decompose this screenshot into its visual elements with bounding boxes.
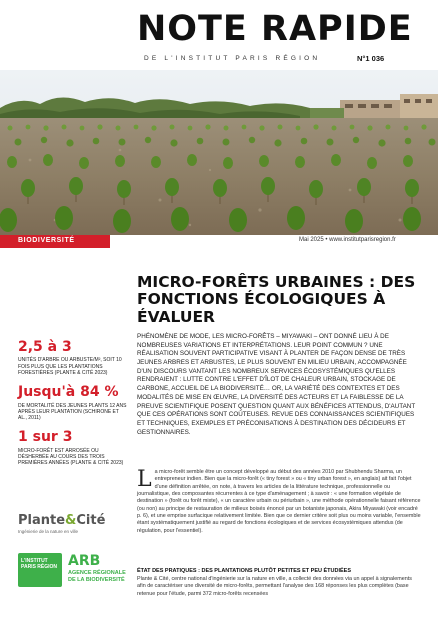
plante-cite-tagline: Ingénierie de la nature en ville bbox=[18, 529, 79, 534]
key-figure bbox=[18, 430, 128, 466]
article-headline: MICRO-FORÊTS URBAINES : DES FONCTIONS ÉCOLOGIQUES À ÉVALUER bbox=[137, 273, 416, 326]
key-figure bbox=[18, 385, 128, 421]
category-band bbox=[0, 235, 438, 248]
publication-subtitle: DE L'INSTITUT PARIS RÉGION bbox=[144, 55, 321, 62]
date-and-website: Mai 2025 • www.institutparisregion.fr bbox=[299, 237, 396, 243]
key-figure-description: MICRO-FORÊT EST ARROSÉE OU DÉSHERBÉE AU COURS DES TROIS PREMIÈRES ANNÉES (PLANTE & CITÉ 2023) bbox=[18, 447, 124, 467]
institut-paris-region-badge bbox=[18, 553, 62, 587]
issue-number: N°1 036 bbox=[357, 54, 385, 63]
article-body bbox=[137, 469, 422, 535]
key-figure bbox=[18, 340, 128, 376]
publication-title: NOTE RAPIDE bbox=[137, 9, 413, 49]
category-tag bbox=[0, 235, 110, 248]
plante-cite-wordmark bbox=[18, 513, 138, 528]
arb-full-name bbox=[68, 570, 126, 583]
cover-photo bbox=[0, 70, 438, 235]
key-figure-value: 2,5 à 3 bbox=[18, 339, 72, 355]
drop-cap: L bbox=[137, 467, 152, 492]
key-figure-value: Jusqu'à 84 % bbox=[18, 384, 119, 401]
article-body-text: a micro-forêt semble être un concept développé au début des années 2010 par Shubhendu Sharma, un entrepreneur indien. Bien que la micro-forêt (« tiny forest » ou « tiny urban forest », en anglais) ait fait l'objet d'une définition arrêtée, on note, à travers les articles de la littérature technique, professionnelle ou journalistique, des composantes récurrentes à ce type d'aménagement ; à savoir : « une formation végétale de destination » (forêt ou forêt mixte), « un caractère urbain ou périurbain », une méthode opérationnelle faisant référence (ou non) au principe de restauration de milieux boisés énoncé par un botaniste japonais, Akira Miyawaki (voir encadré p. 6), et une emprise surfacique relativement limitée. Bien que ce dernier critère soit plus ou moins variable, l'ensemble étant systématiquement justifié au regard de fonctions écologiques et de services écosystémiques attendus (de régulation, pour l'essentiel). bbox=[137, 469, 421, 534]
plantation-photo-image bbox=[0, 70, 438, 235]
plante-cite-name-a: Plante bbox=[18, 513, 66, 528]
key-figures bbox=[18, 340, 128, 475]
masthead bbox=[0, 0, 438, 72]
key-figure-value: 1 sur 3 bbox=[18, 429, 73, 446]
arb-name-line-1: AGENCE RÉGIONALE bbox=[68, 570, 126, 576]
arb-acronym: ARB bbox=[68, 553, 101, 569]
section-heading: ÉTAT DES PRATIQUES : DES PLANTATIONS PLUTÔT PETITES ET PEU ÉTUDIÉES bbox=[137, 568, 352, 574]
institut-badge-text: L'INSTITUT PARIS RÉGION bbox=[21, 558, 58, 570]
section-body: Plante & Cité, centre national d'ingénierie sur la nature en ville, a collecté des données via un appel à signalements afin de caractériser une diversité de micro-forêts, permettant l'analyse des 168 réponses les plus complètes (base retenue pour l'étude, parmi 372 micro-forêts recensées bbox=[137, 576, 412, 597]
article-lead: PHÉNOMÈNE DE MODE, LES MICRO-FORÊTS – MIYAWAKI – ONT DONNÉ LIEU À DE NOMBREUSES VARIATIONS ET INTERPRÉTATIONS. LEUR POINT COMMUN ? UNE RÉALISATION SOUVENT PARTICIPATIVE VISANT À PLANTER DE FAÇON DENSE DE TRÈS JEUNES ARBRES ET ARBUSTES, LE PLUS SOUVENT EN MILIEU URBAIN, ACCOMPAGNÉE D'UN DISCOURS VANTANT LES NOMBREUX SERVICES ÉCOSYSTÉMIQUES QU'ELLES RENDRAIENT : LUTTE CONTRE L'EFFET D'ÎLOT DE CHALEUR URBAIN, STOCKAGE DE CARBONE, ACCUEIL DE LA BIODIVERSITÉ… OR, LA VARIÉTÉ DES CONTEXTES ET DES MODALITÉS DE MISE EN ŒUVRE, LA DIVERSITÉ DES ACTEURS ET LA FAIBLESSE DE LA PREUVE SCIENTIFIQUE POSENT QUESTION QUANT AUX BÉNÉFICES ATTENDUS, D'AUTANT QUE CES OPÉRATIONS SONT COÛTEUSES. REVUE DES CONNAISSANCES SCIENTIFIQUES ET TECHNIQUES, EXEMPLES ET PRÉCONISATIONS À DESTINATION DES DÉCIDEURS ET GESTIONNAIRES. bbox=[137, 333, 416, 436]
key-figure-description: DE MORTALITÉ DES JEUNES PLANTS 12 ANS APRÈS LEUR PLANTATION (SCHIRONE ET AL., 2011) bbox=[18, 402, 127, 422]
category-label: BIODIVERSITÉ bbox=[18, 237, 75, 244]
plante-cite-logo bbox=[18, 513, 138, 534]
key-figure-description: UNITÉS D'ARBRE OU ARBUSTE/M², SOIT 10 FOIS PLUS QUE LES PLANTATIONS FORESTIÈRES (PLANTE & CITÉ 2023) bbox=[18, 357, 122, 376]
plante-cite-name-b: Cité bbox=[76, 513, 106, 528]
plante-cite-ampersand: & bbox=[65, 513, 77, 528]
arb-logo bbox=[18, 553, 138, 587]
arb-name-line-2: DE LA BIODIVERSITÉ bbox=[68, 576, 125, 583]
